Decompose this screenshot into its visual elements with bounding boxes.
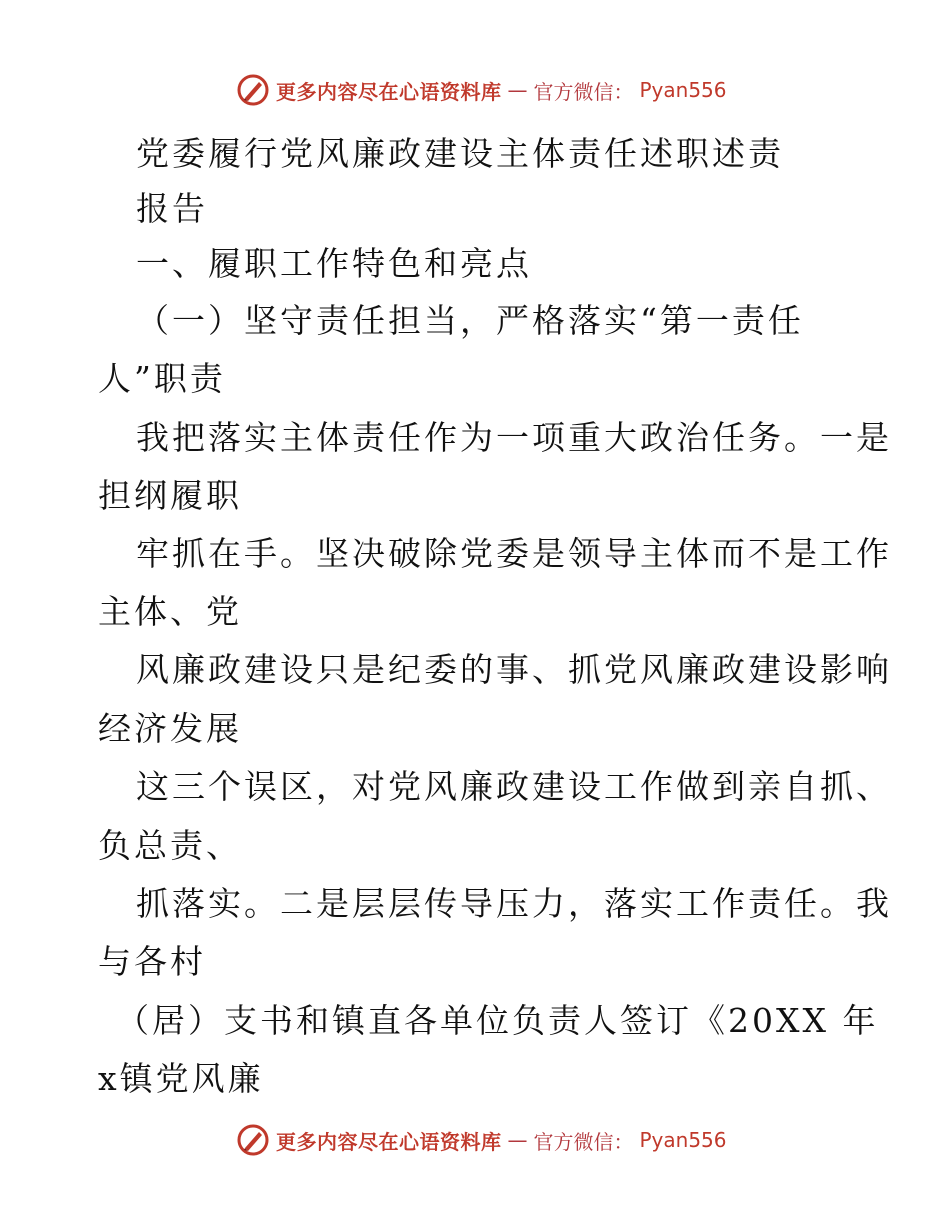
document-title-line-2: 报告 [136,189,208,228]
body-text-line: 主体、党 [98,592,242,631]
watermark-wechat-id: Pyan556 [639,78,727,102]
body-text-line: 与各村 [98,942,206,981]
body-text-line: 抓落实。二是层层传导压力，落实工作责任。我 [136,884,892,923]
header-watermark [236,72,727,108]
body-text-line: x镇党风廉 [98,1059,264,1098]
body-text-line: 牢抓在手。坚决破除党委是领导主体而不是工作 [136,534,892,573]
watermark-wechat-id: Pyan556 [639,1128,727,1152]
body-text-line: 经济发展 [98,709,242,748]
subsection-heading-line-2: 人”职责 [98,359,226,398]
subsection-heading-line-1: （一）坚守责任担当，严格落实“第一责任 [136,301,804,340]
footer-watermark [236,1122,727,1158]
watermark-site-text: 更多内容尽在心语资料库 [276,79,502,104]
body-text-line: 风廉政建设只是纪委的事、抓党风廉政建设影响 [136,650,892,689]
watermark-separator: — [507,78,528,102]
body-text-line: （居）支书和镇直各单位负责人签订《20XX 年 [116,1001,879,1040]
quill-circle-icon [236,1123,270,1157]
body-text-line: 担纲履职 [98,476,242,515]
section-heading: 一、履职工作特色和亮点 [136,244,532,283]
body-text-line: 负总责、 [98,826,242,865]
watermark-separator: — [507,1128,528,1152]
body-text-line: 这三个误区，对党风廉政建设工作做到亲自抓、 [136,767,892,806]
document-title-line-1: 党委履行党风廉政建设主体责任述职述责 [136,134,784,173]
watermark-wechat-label: 官方微信： [533,1129,634,1154]
watermark-wechat-label: 官方微信： [533,79,634,104]
quill-circle-icon [236,73,270,107]
body-text-line: 我把落实主体责任作为一项重大政治任务。一是 [136,418,892,457]
watermark-site-text: 更多内容尽在心语资料库 [276,1129,502,1154]
